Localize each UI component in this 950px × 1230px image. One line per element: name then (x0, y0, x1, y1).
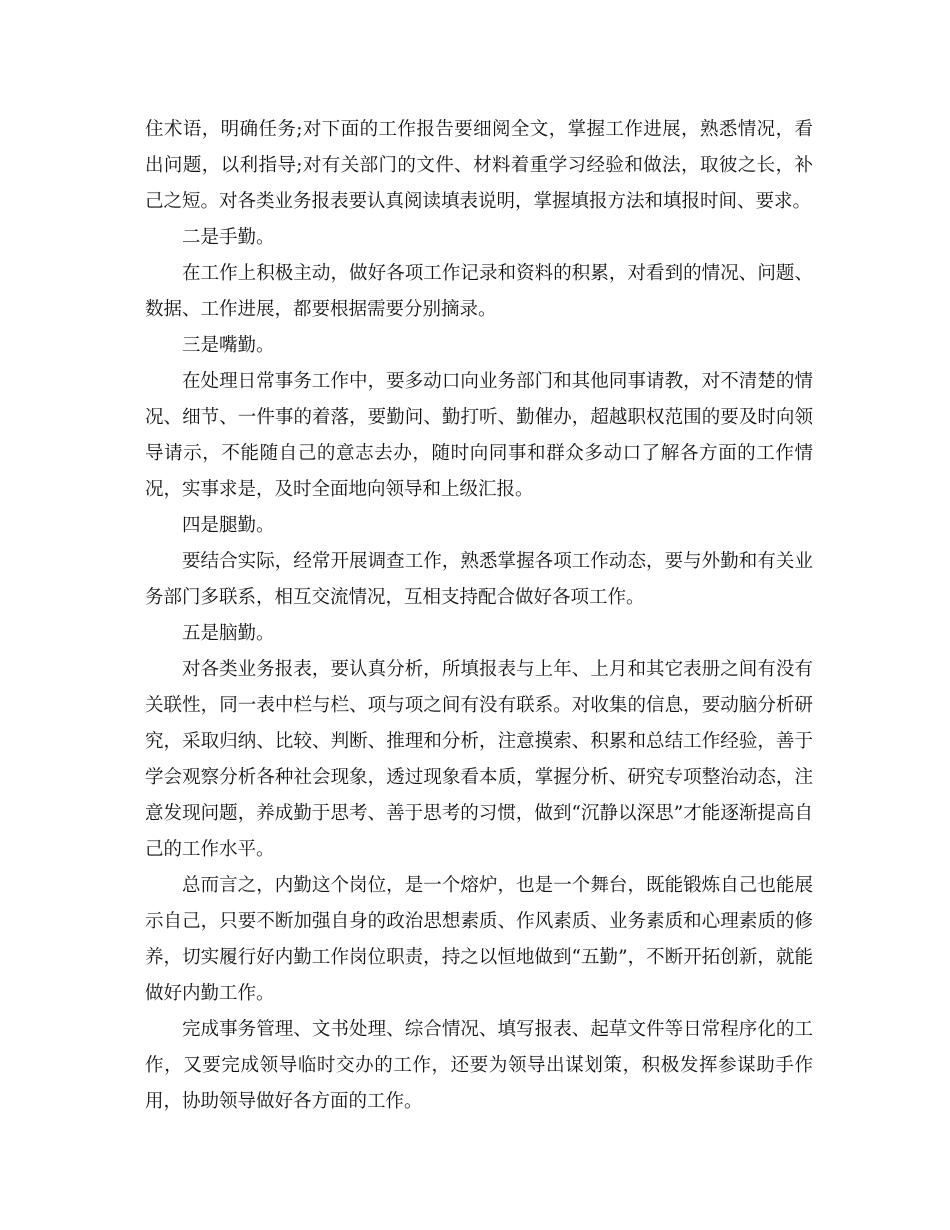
document-body (145, 112, 813, 1120)
paragraph-continuation: 住术语，明确任务;对下面的工作报告要细阅全文，掌握工作进展，熟悉情况，看出问题，以利指导;对有关部门的文件、材料着重学习经验和做法，取彼之长，补己之短。对各类业务报表要认真阅读填表说明，掌握填报方法和填报时间、要求。 (145, 119, 813, 212)
paragraph-brain-diligence: 对各类业务报表，要认真分析，所填报表与上年、上月和其它表册之间有没有关联性，同一表中栏与栏、项与项之间有没有联系。对收集的信息，要动脑分析研究，采取归纳、比较、判断、推理和分析，注意摸索、积累和总结工作经验，善于学会观察分析各种社会现象，透过现象看本质，掌握分析、研究专项整治动态，注意发现问题，养成勤于思考、善于思考的习惯，做到“沉静以深思”才能逐渐提高自己的工作水平。 (145, 659, 813, 860)
paragraph-hand-diligence: 在工作上积极主动，做好各项工作记录和资料的积累，对看到的情况、问题、数据、工作进展，都要根据需要分别摘录。 (145, 263, 813, 320)
paragraph-duties: 完成事务管理、文书处理、综合情况、填写报表、起草文件等日常程序化的工作，又要完成领导临时交办的工作，还要为领导出谋划策，积极发挥参谋助手作用，协助领导做好各方面的工作。 (145, 1019, 813, 1112)
heading-leg-diligence: 四是腿勤。 (182, 515, 275, 536)
paragraph-mouth-diligence: 在处理日常事务工作中，要多动口向业务部门和其他同事请教，对不清楚的情况、细节、一件事的着落，要勤问、勤打听、勤催办，超越职权范围的要及时向领导请示，不能随自己的意志去办，随时向同事和群众多动口了解各方面的工作情况，实事求是，及时全面地向领导和上级汇报。 (145, 371, 813, 500)
heading-mouth-diligence: 三是嘴勤。 (182, 335, 275, 356)
paragraph-summary: 总而言之，内勤这个岗位，是一个熔炉，也是一个舞台，既能锻炼自己也能展示自己，只要不断加强自身的政治思想素质、作风素质、业务素质和心理素质的修养，切实履行好内勤工作岗位职责，持之以恒地做到“五勤”，不断开拓创新，就能做好内勤工作。 (145, 875, 813, 1004)
heading-hand-diligence: 二是手勤。 (182, 227, 275, 248)
heading-brain-diligence: 五是脑勤。 (182, 623, 275, 644)
paragraph-leg-diligence: 要结合实际，经常开展调查工作，熟悉掌握各项工作动态，要与外勤和有关业务部门多联系，相互交流情况，互相支持配合做好各项工作。 (145, 551, 813, 608)
